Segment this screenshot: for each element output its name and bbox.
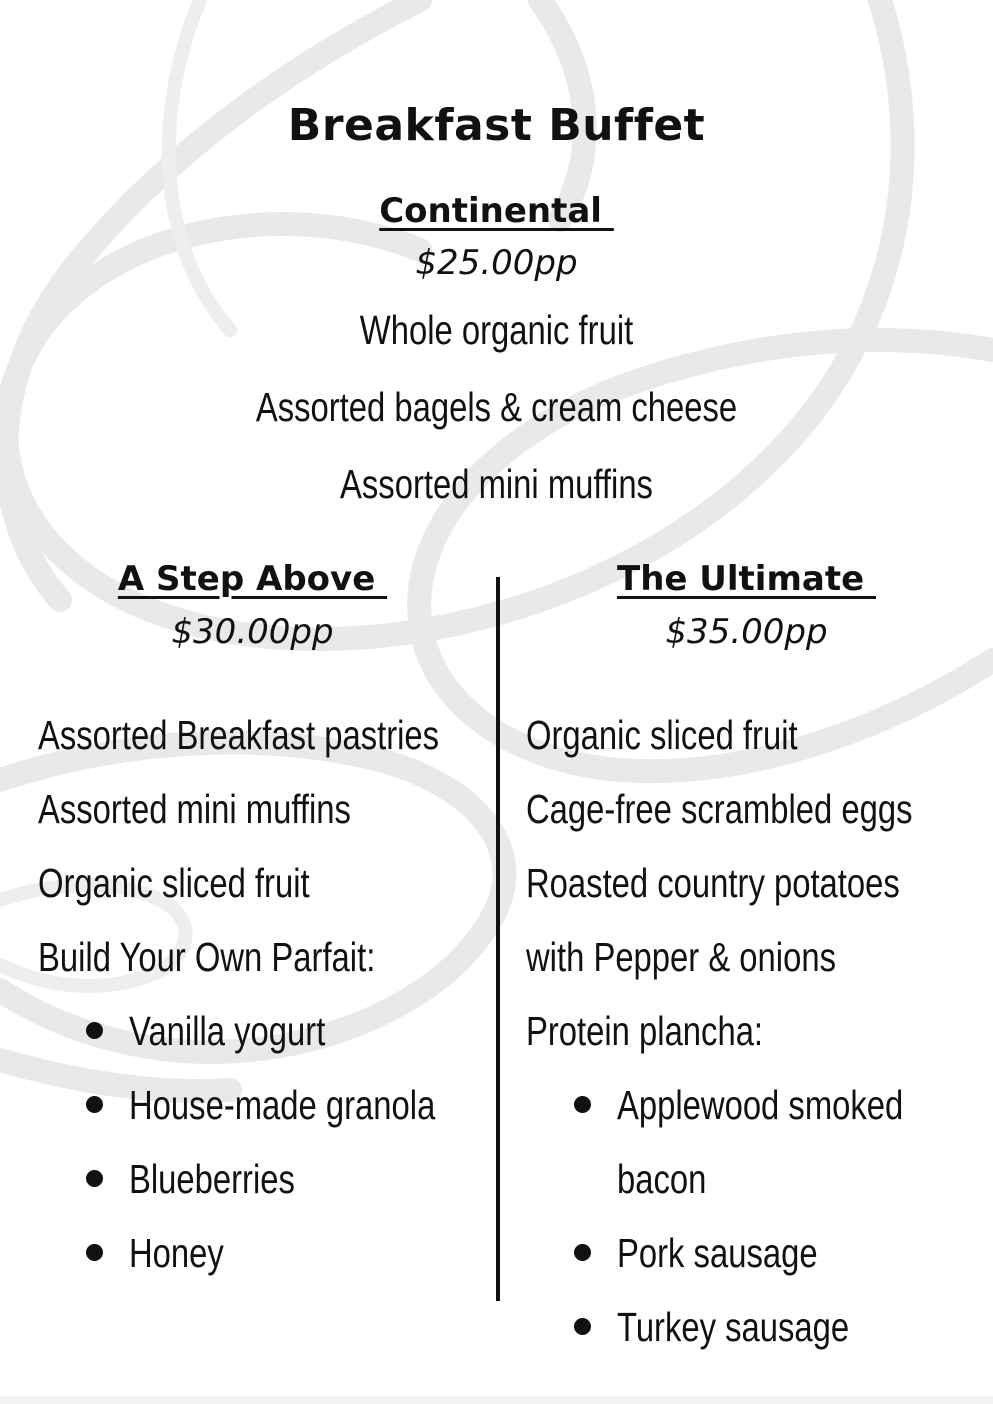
bullet-icon bbox=[86, 1022, 103, 1039]
bullet-icon bbox=[86, 1244, 103, 1261]
bullet-icon bbox=[86, 1170, 103, 1187]
ultimate-section bbox=[500, 555, 993, 1350]
continental-item: Assorted mini muffins bbox=[340, 461, 653, 507]
ultimate-price: $35.00pp bbox=[665, 612, 828, 652]
parfait-bullet-item bbox=[38, 1068, 539, 1142]
continental-heading: Continental bbox=[379, 191, 614, 231]
bullet-icon bbox=[574, 1096, 591, 1113]
parfait-bullet-item bbox=[38, 1216, 539, 1290]
protein-item-label: Applewood smoked bbox=[617, 1082, 904, 1128]
continental-price: $25.00pp bbox=[415, 243, 578, 283]
protein-bullet-item bbox=[526, 1068, 993, 1216]
step-above-header bbox=[0, 555, 497, 661]
bullet-icon bbox=[574, 1318, 591, 1335]
step-above-section bbox=[0, 555, 497, 1276]
protein-bullet-item bbox=[526, 1216, 993, 1290]
protein-bullet-item bbox=[526, 1290, 993, 1364]
parfait-bullet-item bbox=[38, 1142, 539, 1216]
list-item: Organic sliced fruit bbox=[38, 860, 310, 906]
continental-section bbox=[0, 188, 993, 523]
list-item: Organic sliced fruit bbox=[526, 712, 798, 758]
parfait-item-label: Honey bbox=[129, 1230, 224, 1276]
list-item: Assorted Breakfast pastries bbox=[38, 712, 440, 758]
protein-item-label: Turkey sausage bbox=[617, 1304, 850, 1350]
parfait-item-label: Vanilla yogurt bbox=[129, 1008, 326, 1054]
continental-item: Assorted bagels & cream cheese bbox=[255, 384, 738, 430]
list-item: Protein plancha: bbox=[526, 1008, 764, 1054]
step-above-heading: A Step Above bbox=[117, 559, 388, 599]
parfait-bullet-item bbox=[38, 994, 539, 1068]
step-above-price: $30.00pp bbox=[171, 612, 334, 652]
list-item: Cage-free scrambled eggs bbox=[526, 786, 913, 832]
step-above-list bbox=[38, 698, 539, 1290]
parfait-item-label: Blueberries bbox=[129, 1156, 295, 1202]
list-item: Roasted country potatoes bbox=[526, 860, 900, 906]
ultimate-list bbox=[526, 698, 993, 1364]
continental-item: Whole organic fruit bbox=[359, 307, 634, 353]
ultimate-header bbox=[500, 555, 993, 661]
list-item: Build Your Own Parfait: bbox=[38, 934, 376, 980]
bullet-icon bbox=[574, 1244, 591, 1261]
ultimate-heading: The Ultimate bbox=[617, 559, 876, 599]
protein-item-label-continued: bacon bbox=[617, 1156, 707, 1202]
list-item: with Pepper & onions bbox=[526, 934, 836, 980]
parfait-item-label: House-made granola bbox=[129, 1082, 436, 1128]
protein-item-label: Pork sausage bbox=[617, 1230, 818, 1276]
bullet-icon bbox=[86, 1096, 103, 1113]
list-item: Assorted mini muffins bbox=[38, 786, 351, 832]
menu-title: Breakfast Buffet bbox=[287, 100, 706, 151]
